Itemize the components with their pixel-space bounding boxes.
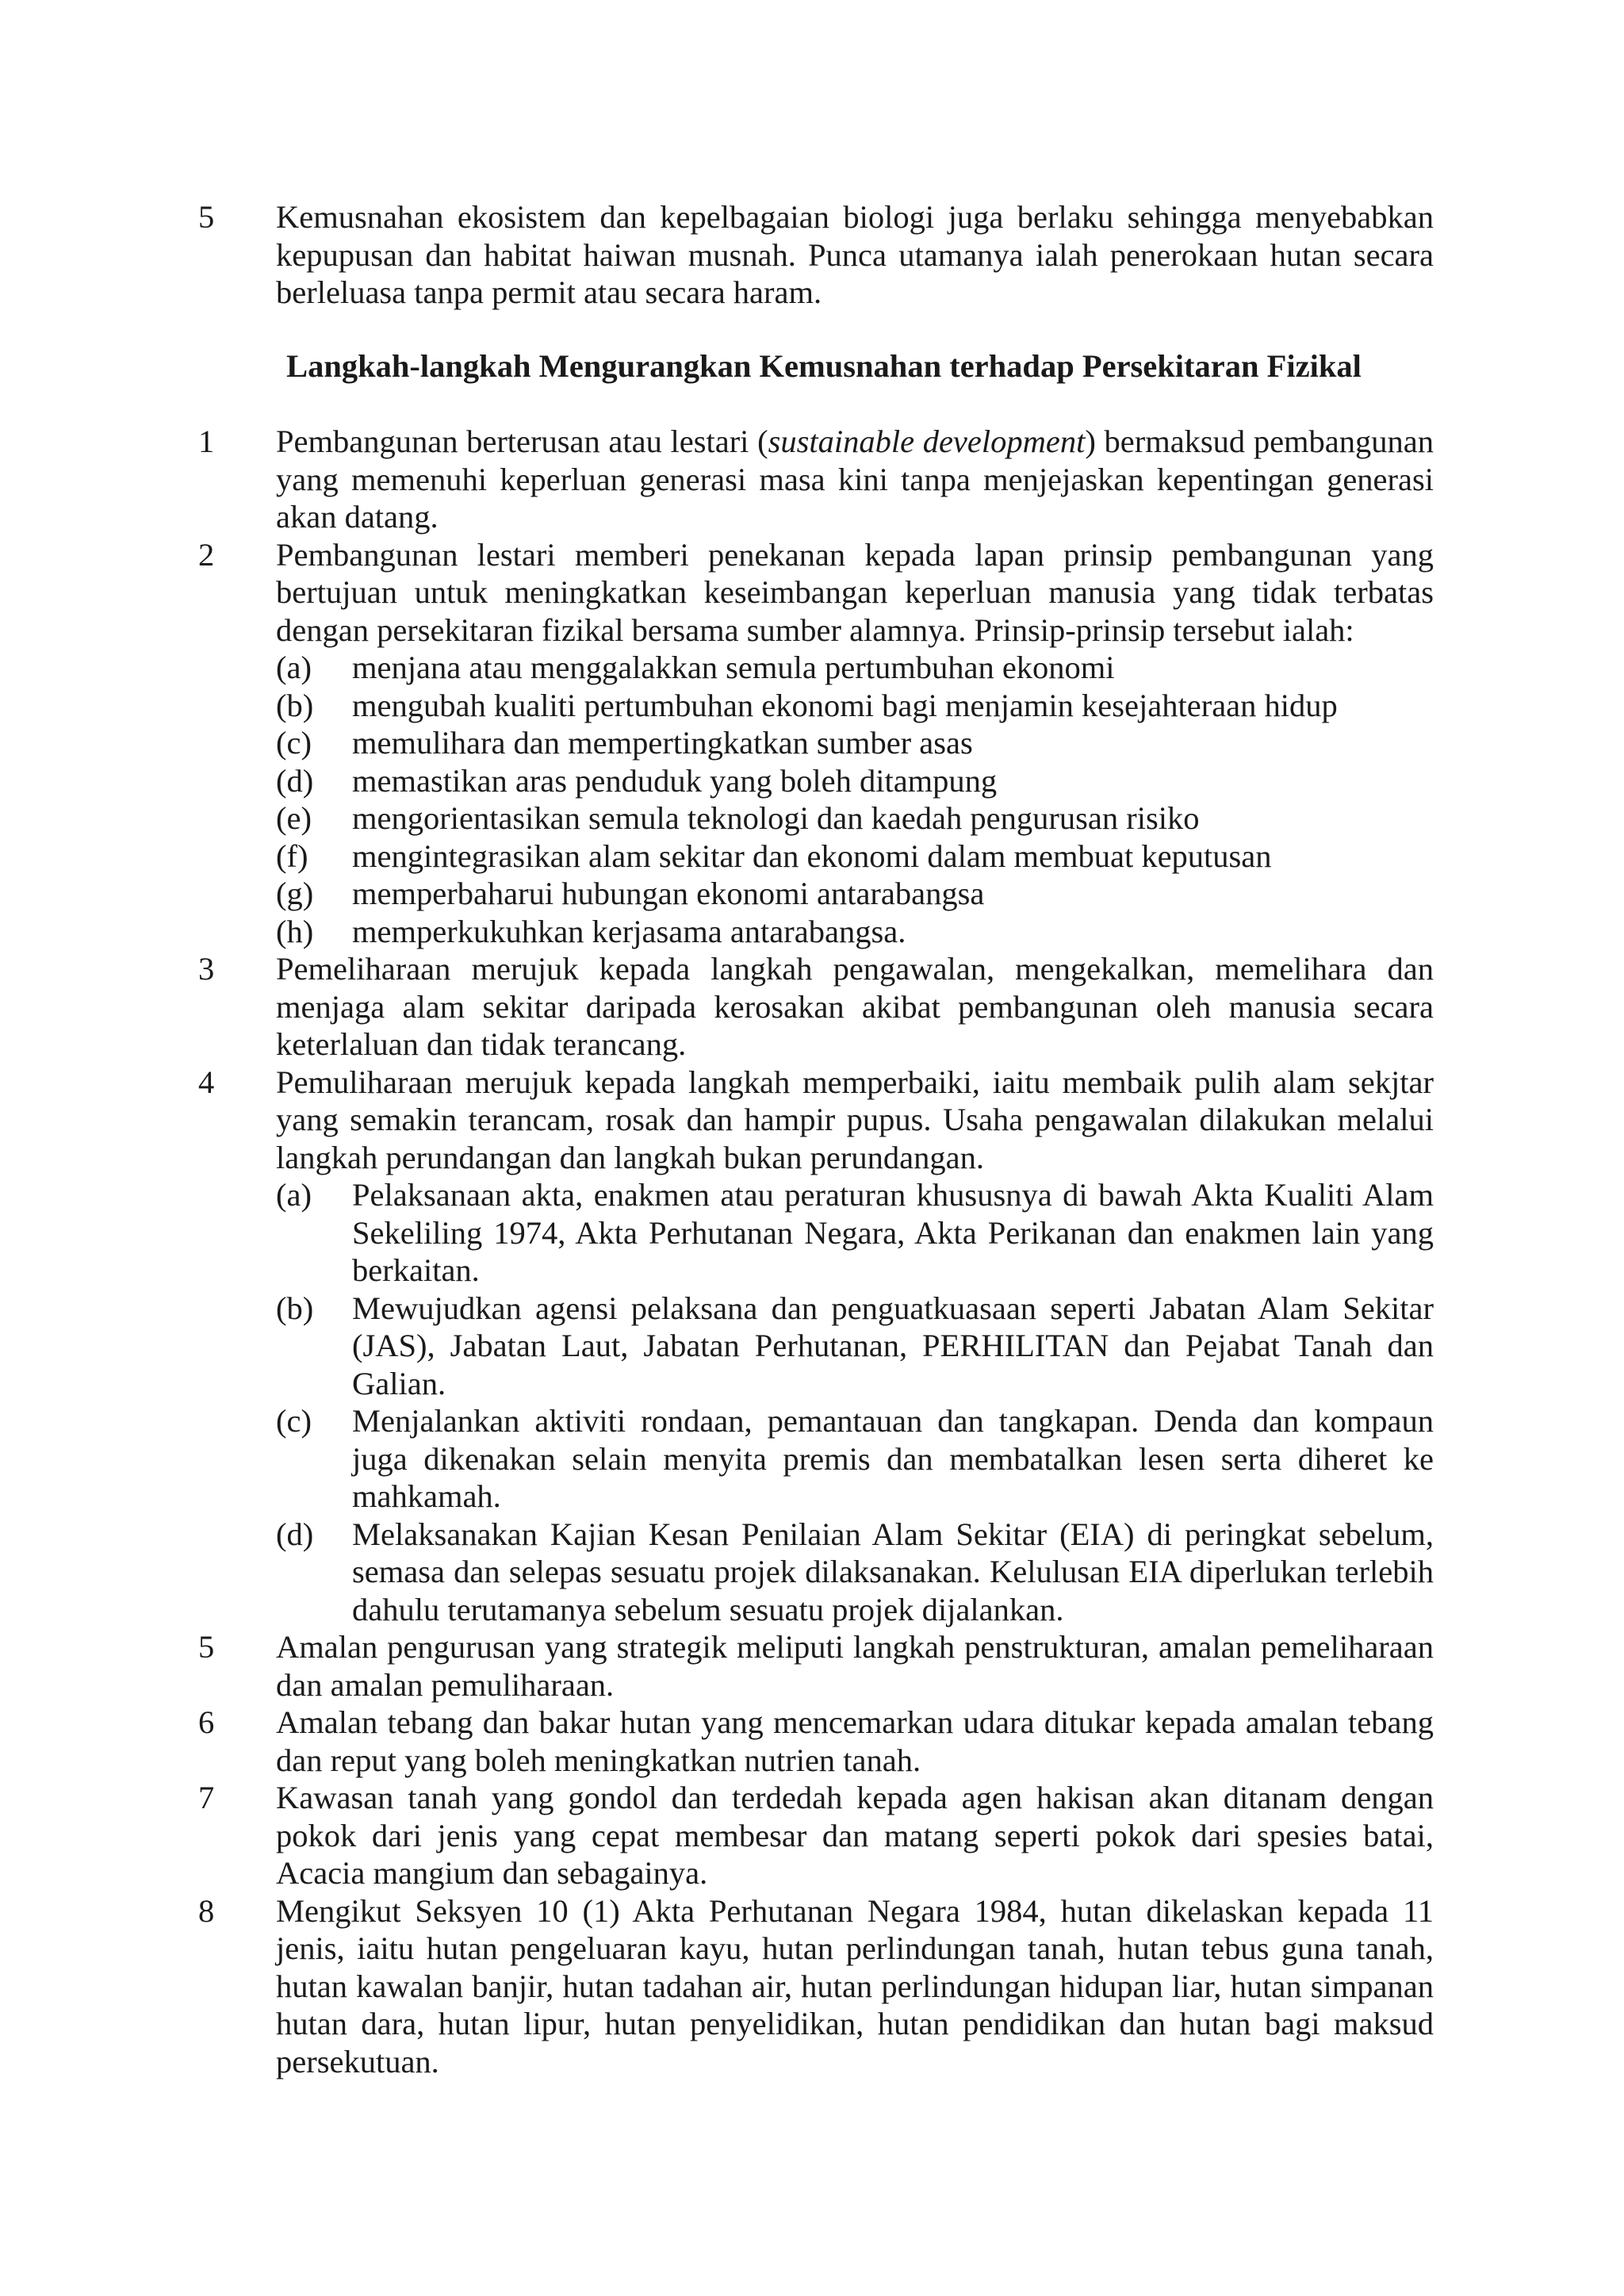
sub-item-text: Menjalankan aktiviti rondaan, pemantauan dan tangkapan. Denda dan kompaun juga dikenakan selain menyita premis dan membatalkan lesen serta diheret ke mahkamah. [352,1403,1434,1514]
sub-item-letter: (b) [276,1290,314,1326]
sub-item-letter: (c) [276,1403,312,1439]
sub-item-letter: (d) [276,762,314,799]
sub-item-letter: (d) [276,1516,314,1552]
sub-item-text: memulihara dan mempertingkatkan sumber asas [352,725,973,761]
sub-item [276,875,1434,913]
list-item-8 [198,1892,1434,2081]
sub-item [276,1176,1434,1290]
paragraph-text: Pemuliharaan merujuk kepada langkah memperbaiki, iaitu membaik pulih alam sekjtar yang semakin terancam, rosak dan hampir pupus. Usaha pengawalan dilakukan melalui langkah perundangan dan langkah bukan perundangan. [276,1064,1434,1175]
sub-item-text: Melaksanakan Kajian Kesan Penilaian Alam Sekitar (EIA) di peringkat sebelum, semasa dan selepas sesuatu projek dilaksanakan. Kelulusan EIA diperlukan terlebih dahulu terutamanya sebelum sesuatu projek dijalankan. [352,1516,1434,1627]
list-item-2 [198,536,1434,951]
list-item-7 [198,1779,1434,1892]
sub-item-letter: (h) [276,913,314,949]
sub-item-text: mengintegrasikan alam sekitar dan ekonomi dalam membuat keputusan [352,838,1272,874]
list-item-1 [198,423,1434,536]
paragraph-text: Amalan pengurusan yang strategik meliputi langkah penstrukturan, amalan pemeliharaan dan amalan pemuliharaan. [276,1629,1434,1703]
sub-item [276,1516,1434,1629]
sub-item-text: Mewujudkan agensi pelaksana dan penguatkuasaan seperti Jabatan Alam Sekitar (JAS), Jabatan Laut, Jabatan Perhutanan, PERHILITAN dan Pejabat Tanah dan Galian. [352,1290,1434,1401]
paragraph-text: Pembangunan lestari memberi penekanan kepada lapan prinsip pembangunan yang bertujuan untuk meningkatkan keseimbangan keperluan manusia yang tidak terbatas dengan persekitaran fizikal bersama sumber alamnya. Prinsip-prinsip tersebut ialah: [276,536,1434,648]
item-number: 7 [198,1780,215,1815]
sub-item-text: menjana atau menggalakkan semula pertumbuhan ekonomi [352,650,1115,685]
sub-item-letter: (g) [276,876,314,911]
sub-item [276,1290,1434,1403]
paragraph-text-pre: Pembangunan berterusan atau lestari ( [276,424,768,459]
item-number: 5 [198,1629,215,1665]
sub-item-text: memastikan aras penduduk yang boleh ditampung [352,762,998,799]
item-number: 8 [198,1892,215,1929]
sub-item-letter: (b) [276,687,314,723]
sub-item [276,724,1434,762]
paragraph-text: Pemeliharaan merujuk kepada langkah pengawalan, mengekalkan, memelihara dan menjaga alam sekitar daripada kerosakan akibat pembangunan oleh manusia secara keterlaluan dan tidak terancang. [276,951,1434,1062]
paragraph-text: Mengikut Seksyen 10 (1) Akta Perhutanan Negara 1984, hutan dikelaskan kepada 11 jenis, iaitu hutan pengeluaran kayu, hutan perlindungan tanah, hutan tebus guna tanah, hutan kawalan banjir, hutan tadahan air, hutan perlindungan hidupan liar, hutan simpanan hutan dara, hutan lipur, hutan penyelidikan, hutan pendidikan dan hutan bagi maksud persekutuan. [276,1892,1434,2079]
list-item-4 [198,1064,1434,1629]
sub-item-letter: (a) [276,650,312,685]
paragraph-text: Kemusnahan ekosistem dan kepelbagaian biologi juga berlaku sehingga menyebabkan kepupusan dan habitat haiwan musnah. Punca utamanya ialah penerokaan hutan secara berleluasa tanpa permit atau secara haram. [276,199,1434,310]
sub-item [276,838,1434,876]
sub-item [276,913,1434,951]
sub-item [276,687,1434,725]
sub-item-letter: (e) [276,800,312,836]
sub-item [276,649,1434,687]
paragraph-text-post: ) bermaksud pembangunan yang memenuhi keperluan generasi masa kini tanpa menjejaskan kepentingan generasi akan datang. [276,424,1434,535]
intro-paragraph [198,198,1434,312]
sub-item [276,799,1434,838]
item-number: 4 [198,1064,215,1100]
item-number: 5 [198,199,215,235]
list-item-5 [198,1628,1434,1704]
paragraph-text: Kawasan tanah yang gondol dan terdedah kepada agen hakisan akan ditanam dengan pokok dari jenis yang cepat membesar dan matang seperti pokok dari spesies batai, Acacia mangium dan sebagainya. [276,1780,1434,1891]
item-number: 3 [198,951,215,987]
sub-item-text: memperkukuhkan kerjasama antarabangsa. [352,913,906,949]
item-number: 6 [198,1704,215,1740]
sub-item [276,1402,1434,1516]
sub-item-letter: (a) [276,1177,312,1213]
sub-item [276,762,1434,800]
sub-item-text: memperbaharui hubungan ekonomi antarabangsa [352,876,985,911]
sub-item-letter: (c) [276,725,312,761]
section-heading: Langkah-langkah Mengurangkan Kemusnahan terhadap Persekitaran Fizikal [286,347,1362,384]
item-number: 1 [198,424,215,459]
list-item-6 [198,1704,1434,1779]
paragraph-text: Amalan tebang dan bakar hutan yang mencemarkan udara ditukar kepada amalan tebang dan reput yang boleh meningkatkan nutrien tanah. [276,1704,1434,1778]
item-number: 2 [198,536,215,573]
list-item-3 [198,950,1434,1064]
sub-item-text: mengorientasikan semula teknologi dan kaedah pengurusan risiko [352,800,1200,836]
sub-item-text: mengubah kualiti pertumbuhan ekonomi bagi menjamin kesejahteraan hidup [352,687,1338,723]
paragraph-text-italic: sustainable development [768,424,1086,459]
sub-item-text: Pelaksanaan akta, enakmen atau peraturan khususnya di bawah Akta Kualiti Alam Sekeliling 1974, Akta Perhutanan Negara, Akta Perikanan dan enakmen lain yang berkaitan. [352,1177,1434,1288]
sub-item-letter: (f) [276,838,308,874]
